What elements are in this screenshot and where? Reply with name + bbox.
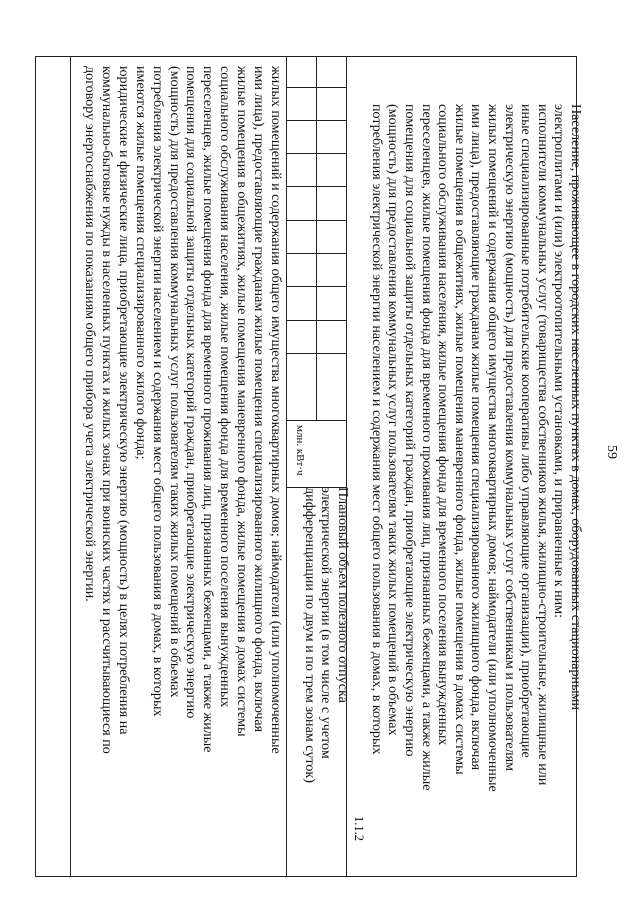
row-number: 1.1.2 [352, 816, 366, 841]
planned-volume-label-line: Плановый объем полезного отпуска [335, 487, 351, 703]
page-number: 59 [604, 445, 619, 459]
row-1-1-2-text: Население, проживающее в городских населенных пунктах в домах, оборудованных стационарными электроплитами и (или) электроотопительными установками, и приравненные к ним: исполнители коммунальных услуг (товарищества собственников жилья, жилищно-строительные, жилищные или иные специализированные потребительские кооперативы либо управляющие организации), приобретающие электрическую энергию (мощность) для предоставления коммунальных услуг собственникам и пользователям жилых помещений и содержания общего имущества многоквартирных домов; наймодатели (или уполномоченные ими лица), предоставляющие гражданам жилые помещения специализированного жилищного фонда, включая жилые помещения в общежитиях, жилые помещения маневренного фонда, жилые помещения в домах системы социального обслуживания населения, жилые помещения фонда для временного поселения вынужденных переселенцев, жилые помещения фонда для временного проживания лиц, признанных беженцами, а также жилые помещения для социальной защиты отдельных категорий граждан, приобретающие электрическую энергию (мощность) для предоставления коммунальных услуг пользователям таких жилых помещений в объемах потребления электрической энергии населением и содержания мест общего пользования в домах, в которых [368, 104, 584, 792]
planned-volume-label-line: дифференциации по двум и по трем зонам суток) [301, 487, 318, 783]
planned-volume-label-line: электрической энергии (в том числе с учетом [318, 487, 335, 759]
unit-label: млн. кВт·ч [294, 425, 306, 476]
top-block: жилых помещений и содержания общего имущества многоквартирных домов; наймодатели (или уполномоченные ими лица), предоставляющие гражданам жилые помещения специализированного жилищного фонда, включая жилые помещения в общежитиях, жилые помещения маневренного фонда, жилые помещения в домах системы социального обслуживания населения, жилые помещения фонда для временного поселения вынужденных переселенцев, жилые помещения фонда для временного проживания лиц, признанных беженцами, а также жилые помещения для социальной защиты отдельных категорий граждан, приобретающие электрическую энергию (мощность) для предоставления коммунальных услуг пользователям таких жилых помещений в объемах потребления электрической энергии населением и содержания мест общего пользования в домах, в которых имеются жилые помещения специализированного жилого фонда; юридические и физические лица, приобретающие электрическую энергию (мощность) в целях потребления на коммунально-бытовые нужды в населенных пунктах и жилых зонах при воинских частях и рассчитывающиеся по договору энергоснабжения по показаниям общего прибора учета электрической энергии. [72, 66, 284, 872]
